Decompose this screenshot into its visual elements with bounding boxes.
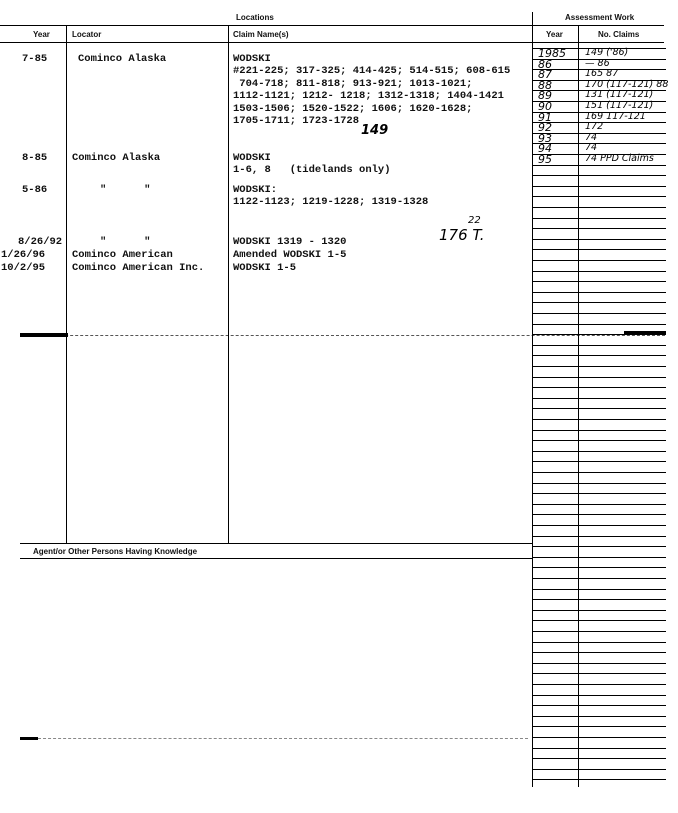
assessment-claims-entry: 172 xyxy=(585,121,604,132)
assessment-rule-line xyxy=(532,228,666,229)
assessment-rule-line xyxy=(532,377,666,378)
entry-claims: WODSKI 1319 - 1320 xyxy=(233,236,347,248)
no-claims-column-header: No. Claims xyxy=(598,30,640,39)
entry-claims: WODSKI 1-6, 8 (tidelands only) xyxy=(233,152,391,177)
assessment-rule-line xyxy=(532,451,666,452)
year-column-header: Year xyxy=(33,30,50,39)
assessment-claims-entry: 170 (117-121) 88 xyxy=(585,79,669,90)
assessment-rule-line xyxy=(532,313,666,314)
assessment-rule-line xyxy=(532,737,666,738)
aw-year-column-header: Year xyxy=(546,30,563,39)
assessment-rule-line xyxy=(532,472,666,473)
assessment-claims-entry: 169 117-121 xyxy=(585,111,646,122)
assessment-rule-line xyxy=(532,557,666,558)
assessment-rule-line xyxy=(532,408,666,409)
assessment-rule-line xyxy=(532,483,666,484)
assessment-rule-line xyxy=(532,218,666,219)
entry-year: 10/2/95 xyxy=(1,262,46,274)
assessment-rule-line xyxy=(532,345,666,346)
assessment-rule-line xyxy=(532,536,666,537)
assessment-claims-entry: 165 87 xyxy=(585,68,619,79)
entry-locator: " " xyxy=(100,184,151,196)
assessment-rule-line xyxy=(532,663,666,664)
assessment-rule-line xyxy=(532,493,666,494)
assessment-rule-line xyxy=(532,589,666,590)
assessment-rule-line xyxy=(532,652,666,653)
entry-claims: WODSKI: 1122-1123; 1219-1228; 1319-1328 xyxy=(233,184,429,209)
entry-year: 8/26/92 xyxy=(18,236,63,248)
assessment-claims-entry: 74 PPD Claims xyxy=(585,153,654,164)
entry-claims: WODSKI 1-5 xyxy=(233,262,297,274)
assessment-rule-line xyxy=(532,461,666,462)
assessment-rule-line xyxy=(532,249,666,250)
entry-year: 7-85 xyxy=(22,53,48,65)
claim-names-column-header: Claim Name(s) xyxy=(233,30,289,39)
assessment-rule-line xyxy=(532,207,666,208)
entry-year: 8-85 xyxy=(22,152,48,164)
assessment-rule-line xyxy=(532,271,666,272)
assessment-year-entry: 92 xyxy=(538,121,552,134)
assessment-year-entry: 90 xyxy=(538,100,552,113)
assessment-year-entry: 89 xyxy=(538,89,552,102)
assessment-rule-line xyxy=(532,758,666,759)
entry-locator: Cominco Alaska xyxy=(72,152,161,164)
assessment-rule-line xyxy=(532,748,666,749)
assessment-rule-line xyxy=(532,525,666,526)
assessment-rule-line xyxy=(532,143,666,144)
assessment-rule-line xyxy=(532,239,666,240)
entry-locator: Cominco Alaska xyxy=(78,53,167,65)
assessment-rule-line xyxy=(532,419,666,420)
assessment-rule-line xyxy=(532,175,666,176)
assessment-work-header: Assessment Work xyxy=(565,13,635,22)
assessment-rule-line xyxy=(532,292,666,293)
assessment-rule-line xyxy=(532,673,666,674)
entry-locator: " " xyxy=(100,236,151,248)
assessment-rule-line xyxy=(532,716,666,717)
assessment-rule-line xyxy=(532,260,666,261)
assessment-claims-entry: 131 (117-121) xyxy=(585,89,654,100)
assessment-rule-line xyxy=(532,779,666,780)
annotation-176: 176 T. xyxy=(439,226,485,244)
assessment-claims-entry: 151 (117-121) xyxy=(585,100,654,111)
assessment-rule-line xyxy=(532,165,666,166)
assessment-rule-line xyxy=(532,302,666,303)
assessment-rule-line xyxy=(532,546,666,547)
assessment-rule-line xyxy=(532,366,666,367)
entry-locator: Cominco American Inc. xyxy=(72,262,205,274)
assessment-year-entry: 94 xyxy=(538,142,552,155)
assessment-claims-entry: — 86 xyxy=(585,58,610,69)
assessment-year-entry: 88 xyxy=(538,79,552,92)
assessment-rule-line xyxy=(532,695,666,696)
entry-locator: Cominco American xyxy=(72,249,173,261)
assessment-year-entry: 86 xyxy=(538,58,552,71)
assessment-rule-line xyxy=(532,610,666,611)
assessment-rule-line xyxy=(532,705,666,706)
assessment-claims-entry: 149 ('86) xyxy=(585,47,629,58)
assessment-rule-line xyxy=(532,769,666,770)
assessment-claims-entry: 74 xyxy=(585,132,598,143)
assessment-rule-line xyxy=(532,281,666,282)
locations-header: Locations xyxy=(236,13,274,22)
assessment-year-entry: 95 xyxy=(538,153,552,166)
entry-year: 5-86 xyxy=(22,184,48,196)
assessment-claims-entry: 74 xyxy=(585,142,598,153)
assessment-rule-line xyxy=(532,186,666,187)
assessment-rule-line xyxy=(532,324,666,325)
agent-section-header: Agent/or Other Persons Having Knowledge xyxy=(33,547,198,556)
annotation-149: 149 xyxy=(361,123,389,138)
assessment-rule-line xyxy=(532,567,666,568)
assessment-year-entry: 91 xyxy=(538,111,552,124)
assessment-rule-line xyxy=(532,387,666,388)
entry-claims: Amended WODSKI 1-5 xyxy=(233,249,347,261)
assessment-year-entry: 87 xyxy=(538,68,552,81)
annotation-22: 22 xyxy=(468,215,481,226)
assessment-rule-line xyxy=(532,398,666,399)
assessment-rule-line xyxy=(532,504,666,505)
assessment-rule-line xyxy=(532,642,666,643)
assessment-rule-line xyxy=(532,334,666,335)
assessment-rule-line xyxy=(532,726,666,727)
assessment-rule-line xyxy=(532,631,666,632)
assessment-year-entry: 1985 xyxy=(538,47,566,60)
locator-column-header: Locator xyxy=(72,30,102,39)
entry-claims: WODSKI #221-225; 317-325; 414-425; 514-515; 608-615 704-718; 811-818; 913-921; 1013-1021; 1112-1121; 1212- 1218; 1312-1318; 1404-1421 1503-1506; 1520-1522; 1606; 1620-1628; 1705-1711; 1723-1728 xyxy=(233,53,511,128)
assessment-year-entry: 93 xyxy=(538,132,552,145)
assessment-rule-line xyxy=(532,440,666,441)
assessment-rule-line xyxy=(532,578,666,579)
assessment-rule-line xyxy=(532,355,666,356)
assessment-rule-line xyxy=(532,133,666,134)
entry-year: 1/26/96 xyxy=(1,249,46,261)
assessment-rule-line xyxy=(532,514,666,515)
assessment-rule-line xyxy=(532,599,666,600)
assessment-rule-line xyxy=(532,430,666,431)
assessment-rule-line xyxy=(532,684,666,685)
assessment-rule-line xyxy=(532,620,666,621)
assessment-rule-line xyxy=(532,196,666,197)
